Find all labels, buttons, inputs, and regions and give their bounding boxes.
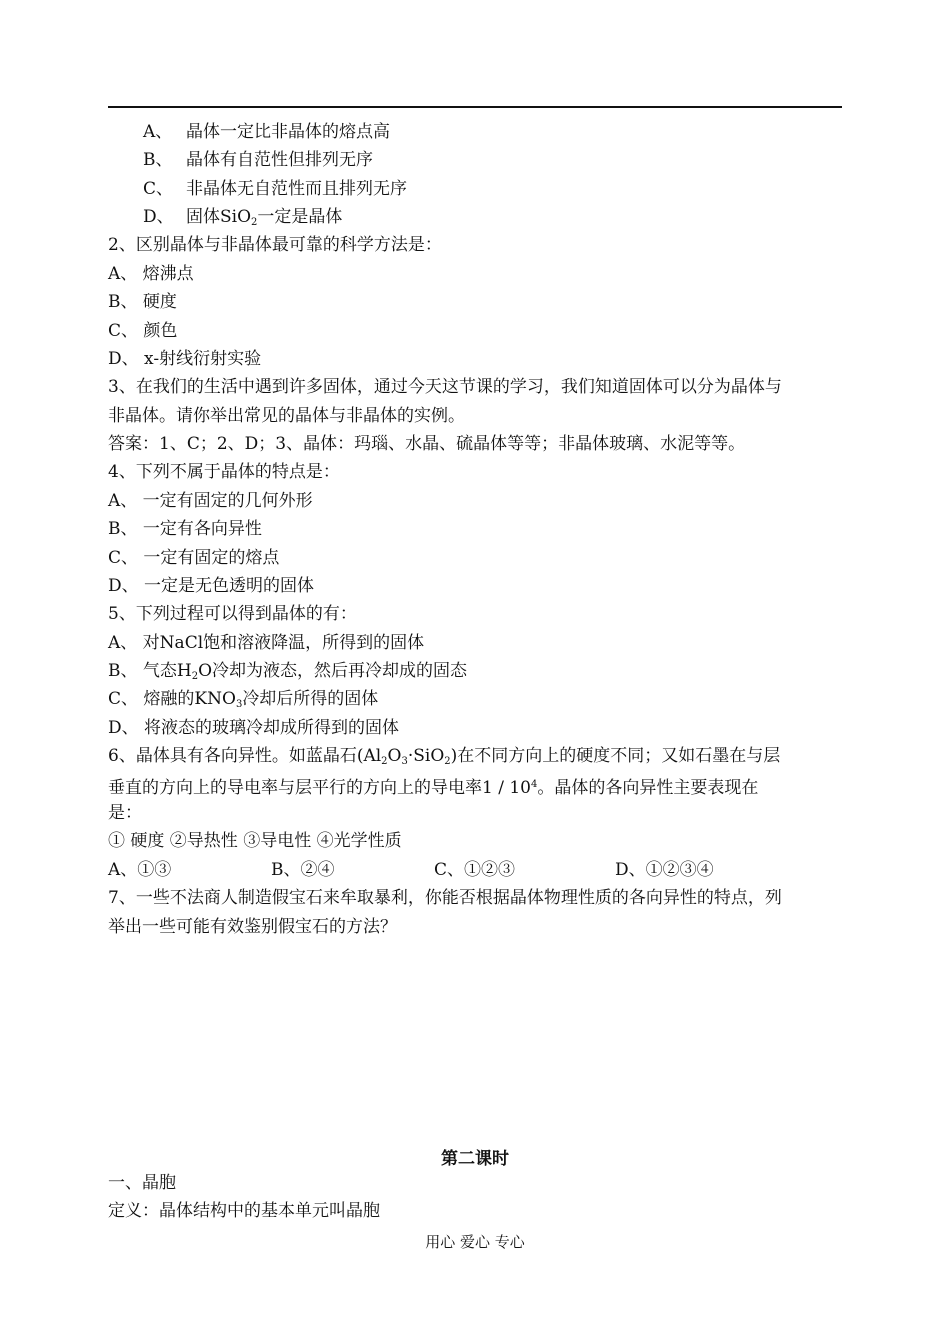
q2-option-d: D、 x-射线衍射实验	[108, 349, 262, 369]
q1-option-a: A、 晶体一定比非晶体的熔点高	[143, 122, 390, 142]
q2-option-b: B、 硬度	[108, 292, 177, 312]
page-footer: 用心 爱心 专心	[425, 1233, 525, 1251]
q5-option-a: A、 对NaCl饱和溶液降温，所得到的固体	[108, 633, 425, 653]
q3-line-2: 非晶体。请你举出常见的晶体与非晶体的实例。	[108, 406, 465, 426]
q1-option-d: D、 固体SiO$_2$一定是晶体	[143, 207, 343, 228]
answer-line: 答案：1、C；2、D；3、晶体：玛瑙、水晶、硫晶体等等；非晶体玻璃、水泥等等。	[108, 434, 746, 454]
q5-option-d: D、 将液态的玻璃冷却成所得到的固体	[108, 718, 400, 738]
section-title: 第二课时	[441, 1149, 509, 1169]
q6-choice-d: D、①②③④	[615, 860, 714, 880]
q4-option-a: A、 一定有固定的几何外形	[108, 491, 313, 511]
q4-option-d: D、 一定是无色透明的固体	[108, 576, 315, 596]
unit-heading: 一、晶胞	[108, 1173, 176, 1193]
q2-option-c: C、 颜色	[108, 321, 178, 341]
q7-line-2: 举出一些可能有效鉴别假宝石的方法？	[108, 917, 397, 937]
unit-definition: 定义：晶体结构中的基本单元叫晶胞	[108, 1201, 380, 1221]
q6-line-3: 是：	[108, 803, 142, 823]
q6-line-2: 垂直的方向上的导电率与层平行的方向上的导电率$1 / 10^4$。晶体的各向异性主要表现在	[108, 778, 759, 798]
q3-line-1: 3、在我们的生活中遇到许多固体，通过今天这节课的学习，我们知道固体可以分为晶体与	[108, 377, 782, 397]
q5-option-b: B、 气态$H_2O$冷却为液态，然后再冷却成的固态	[108, 661, 468, 682]
header-rule	[108, 106, 842, 108]
q5-stem: 5、下列过程可以得到晶体的有：	[108, 604, 357, 624]
q2-stem: 2、区别晶体与非晶体最可靠的科学方法是：	[108, 235, 442, 255]
q1-option-c: C、 非晶体无自范性而且排列无序	[143, 179, 407, 199]
q5-option-c: C、 熔融的$KNO_3$冷却后所得的固体	[108, 689, 379, 710]
q1-option-b: B、 晶体有自范性但排列无序	[143, 150, 373, 170]
q6-choice-b: B、②④	[271, 860, 335, 880]
q6-choices	[108, 860, 842, 880]
q6-choice-a: A、①③	[108, 860, 172, 880]
q6-line-1: 6、晶体具有各向异性。如蓝晶石$(Al_2O_3\cdot SiO_2)$在不同方向上的硬度不同；又如石墨在与层	[108, 746, 781, 767]
q2-option-a: A、 熔沸点	[108, 264, 194, 284]
q7-line-1: 7、一些不法商人制造假宝石来牟取暴利，你能否根据晶体物理性质的各向异性的特点，列	[108, 888, 782, 908]
q6-choice-c: C、①②③	[434, 860, 516, 880]
q6-properties: ① 硬度 ②导热性 ③导电性 ④光学性质	[108, 831, 402, 851]
q4-stem: 4、下列不属于晶体的特点是：	[108, 462, 340, 482]
q4-option-b: B、 一定有各向异性	[108, 519, 262, 539]
q4-option-c: C、 一定有固定的熔点	[108, 548, 280, 568]
